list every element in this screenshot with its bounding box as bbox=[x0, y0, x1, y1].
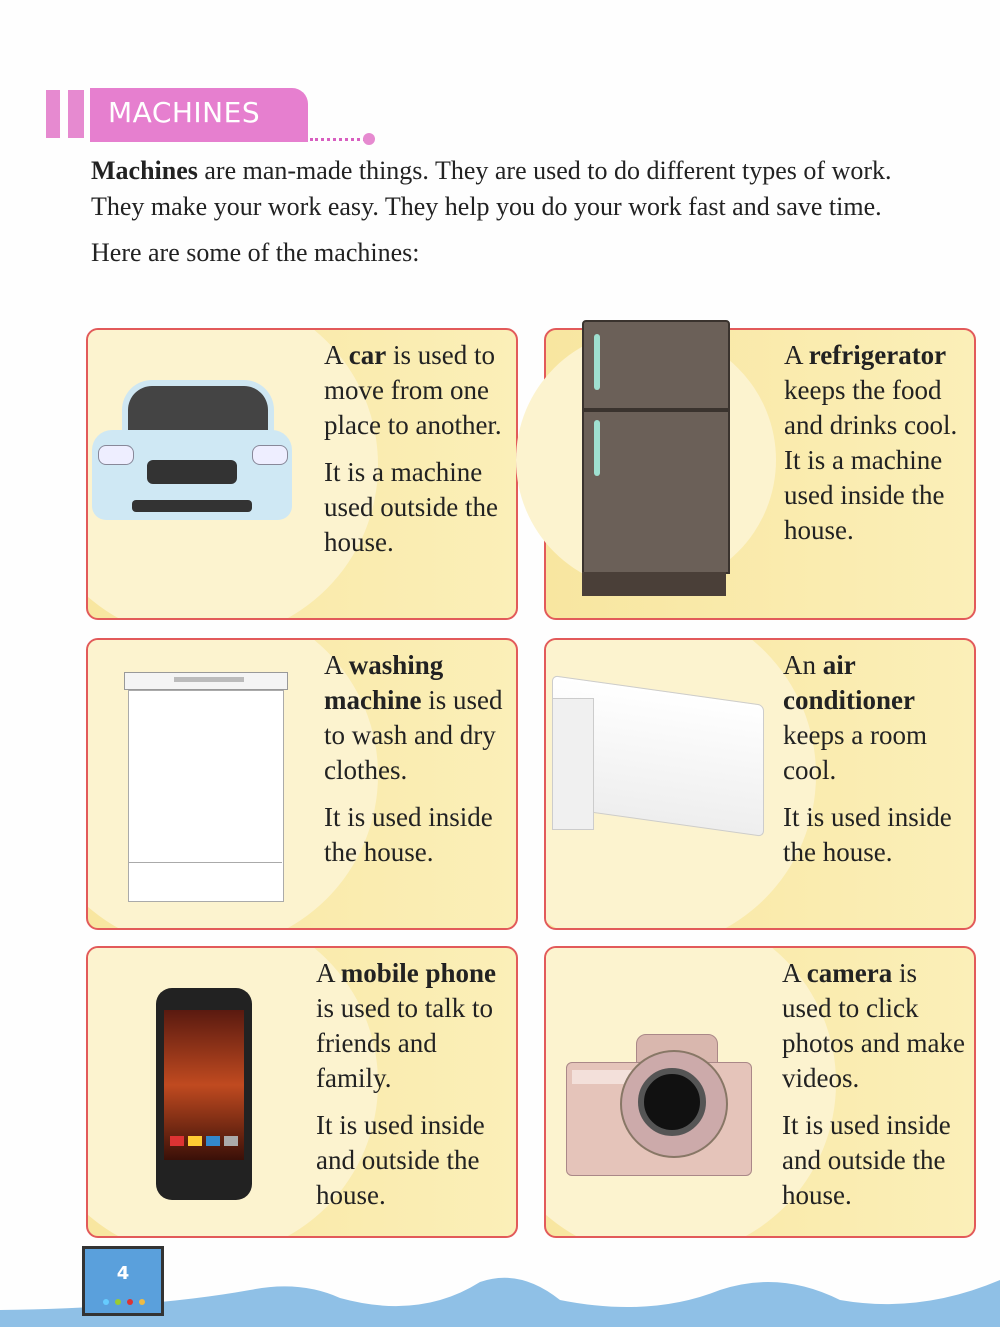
card-washing-machine bbox=[86, 638, 518, 930]
page-number: 4 bbox=[116, 1263, 130, 1284]
card-refrigerator bbox=[544, 328, 976, 620]
intro-line-3: Here are some of the machines: bbox=[91, 238, 420, 267]
car-image bbox=[92, 380, 292, 540]
card-car bbox=[86, 328, 518, 620]
page-number-badge bbox=[82, 1246, 164, 1316]
mobile-phone-image bbox=[156, 988, 252, 1200]
card-text: A refrigerator keeps the food and drinks cool. It is a machine used inside the house. bbox=[784, 340, 958, 545]
card-mobile-phone bbox=[86, 946, 518, 1238]
card-camera bbox=[544, 946, 976, 1238]
card-air-conditioner bbox=[544, 638, 976, 930]
refrigerator-image bbox=[582, 320, 726, 596]
intro-line-2: They make your work easy. They help you do your work fast and save time. bbox=[91, 192, 882, 221]
intro-text: are man-made things. They are used to do different types of work. bbox=[197, 156, 892, 185]
title-dotted-line bbox=[310, 138, 366, 141]
section-title: MACHINES bbox=[108, 96, 261, 129]
card-text: A mobile phone is used to talk to friends and family. It is used inside and outside the house. bbox=[316, 958, 497, 1210]
title-dot bbox=[363, 133, 375, 145]
intro-line-1 bbox=[91, 156, 892, 186]
card-text: A camera is used to click photos and make videos. It is used inside and outside the house. bbox=[782, 958, 965, 1210]
air-conditioner-image bbox=[544, 690, 772, 840]
title-decor-bar bbox=[68, 90, 84, 138]
title-decor-bar bbox=[46, 90, 60, 138]
washing-machine-image bbox=[124, 672, 288, 908]
camera-image bbox=[566, 1034, 752, 1178]
term-machines: Machines bbox=[91, 156, 198, 185]
card-text: A washing machine is used to wash and dry clothes. It is used inside the house. bbox=[324, 650, 503, 867]
card-text: An air conditioner keeps a room cool. It is used inside the house. bbox=[783, 650, 952, 867]
card-text: A car is used to move from one place to another. It is a machine used outside the house. bbox=[324, 340, 502, 557]
